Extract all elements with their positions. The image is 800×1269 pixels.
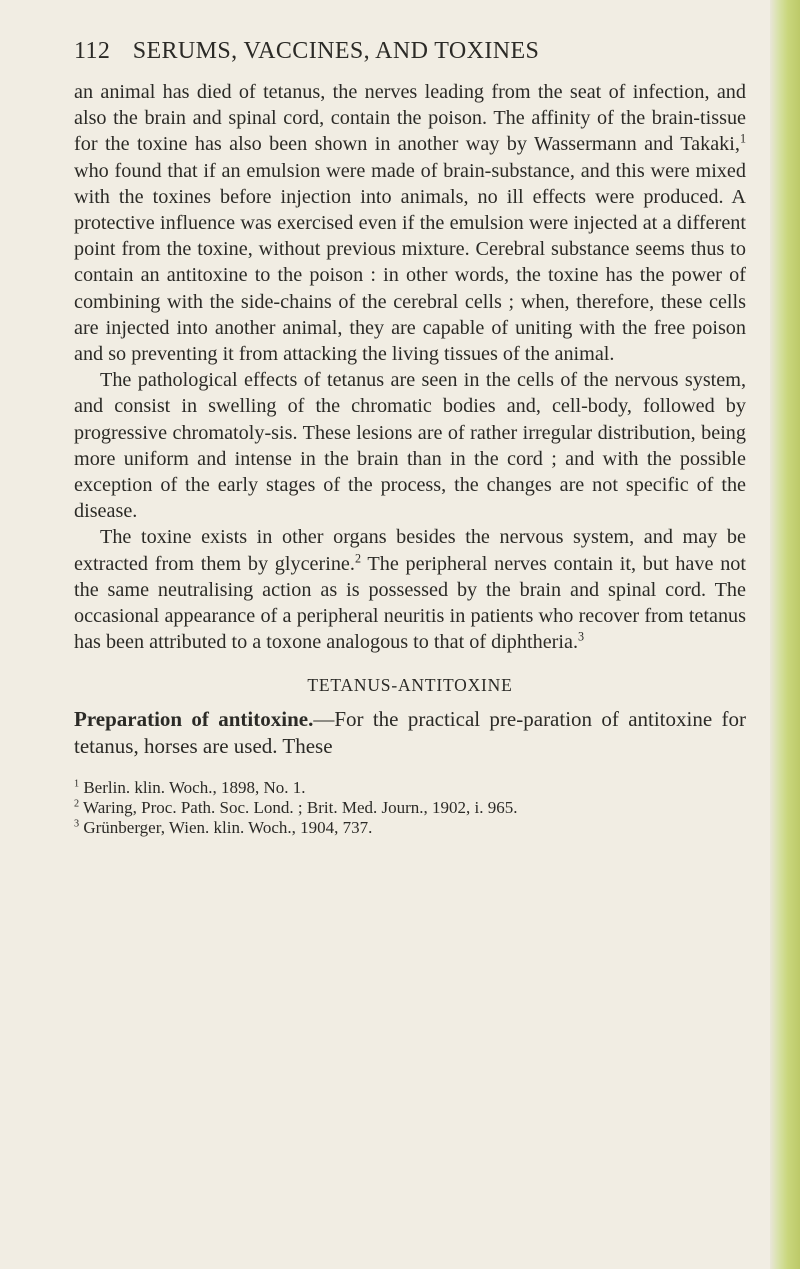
paragraph-3: The toxine exists in other organs besides the nervous system, and may be extracted from them by glycerine.$^2$ The peripheral nerves contain it, but have not the same neutralising action as is possessed by the brain and spinal cord. The occasional appearance of a peripheral neuritis in patients who recover from tetanus has been attributed to a toxone analogous to that of diphtheria.$^3$ bbox=[74, 526, 746, 654]
footnote-ref-2: 2 bbox=[354, 550, 362, 565]
footnote-ref-1: 1 bbox=[739, 131, 746, 146]
footnote-2: $^2$ Waring, Proc. Path. Soc. Lond. ; Brit. Med. Journ., 1902, i. 965. bbox=[74, 798, 518, 818]
footnote-3: $^3$ Grünberger, Wien. klin. Woch., 1904, 737. bbox=[74, 818, 373, 838]
footnotes bbox=[74, 778, 746, 838]
book-page bbox=[74, 38, 746, 838]
footnote-ref-3: 3 bbox=[578, 629, 585, 644]
paragraph-1: an animal has died of tetanus, the nerves leading from the seat of infection, and also the brain and spinal cord, contain the poison. The affinity of the brain-tissue for the toxine has also been shown in another way by Wassermann and Takaki,$^1$ who found that if an emulsion were made of brain-substance, and this were mixed with the toxines before injection into animals, no ill effects were produced. A protective influence was exercised even if the emulsion were injected at a different point from the toxine, without previous mixture. Cerebral substance seems thus to contain an antitoxine to the poison : in other words, the toxine has the power of combining with the side-chains of the cerebral cells ; when, therefore, these cells are injected into another animal, they are capable of uniting with the free poison and so preventing it from attacking the living tissues of the animal. bbox=[74, 81, 746, 366]
paragraph-2: The pathological effects of tetanus are seen in the cells of the nervous system, and consist in swelling of the chromatic bodies and, cell-body, followed by progressive chromatoly-sis. These lesions are of rather irregular distribution, being more uniform and intense in the brain than in the cord ; and with the possible exception of the early stages of the process, the changes are not specific of the disease. bbox=[74, 369, 746, 523]
footnote-1: $^1$ Berlin. klin. Woch., 1898, No. 1. bbox=[74, 778, 306, 798]
page-body bbox=[74, 79, 746, 760]
section-title: TETANUS-ANTITOXINE bbox=[307, 675, 513, 696]
running-header bbox=[74, 38, 746, 65]
running-title: SERUMS, VACCINES, AND TOXINES bbox=[132, 38, 540, 64]
preparation-heading: Preparation of antitoxine. bbox=[74, 707, 314, 732]
page-number: 112 bbox=[74, 38, 111, 64]
preparation-paragraph: Preparation of antitoxine.—For the practical pre-paration of antitoxine for tetanus, horses are used. These bbox=[74, 707, 746, 759]
page-edge-shadow bbox=[770, 0, 800, 1269]
